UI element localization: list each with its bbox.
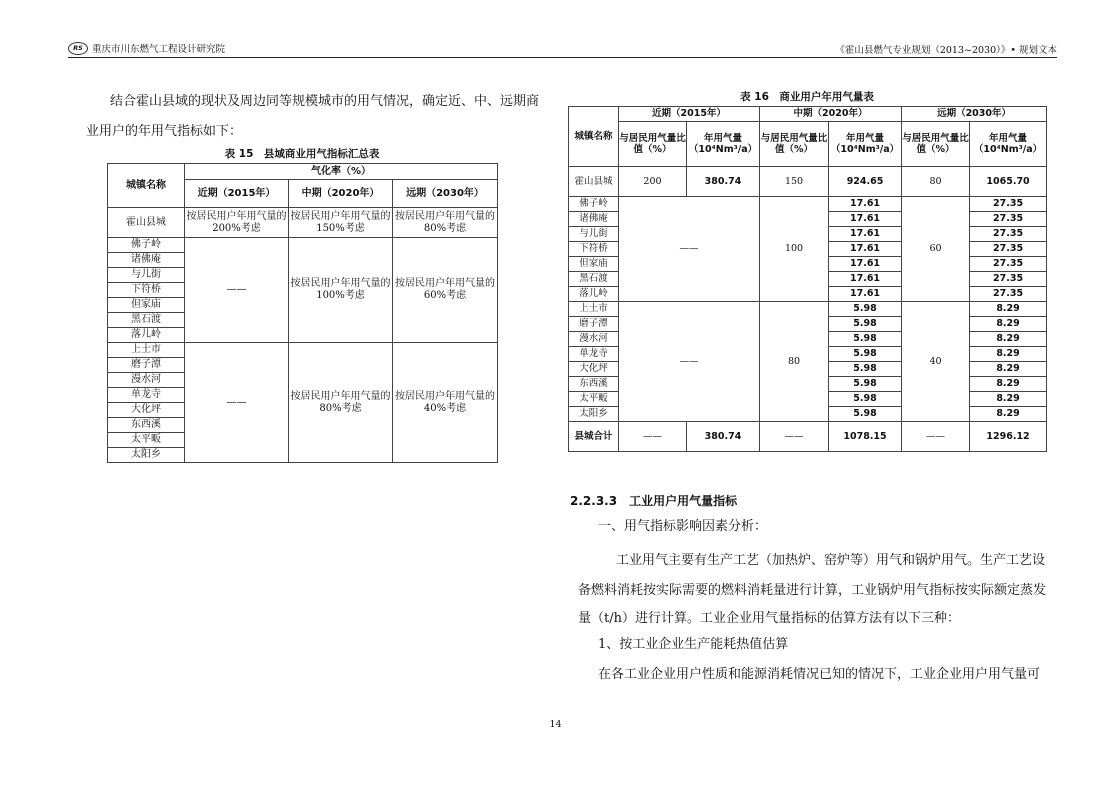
t15-town: 黑石渡	[108, 313, 185, 328]
t16-cell: 924.65	[829, 167, 902, 197]
t16-cell: 17.61	[829, 257, 902, 272]
t16-cell: 5.98	[829, 302, 902, 317]
t16-town: 东西溪	[569, 377, 619, 392]
t15-town: 东西溪	[108, 418, 185, 433]
t16-cell: 150	[760, 167, 829, 197]
t16-total-label: 县城合计	[569, 422, 619, 452]
doc-title: 《霍山县燃气专业规划（2013~2030）》• 规划文本	[835, 45, 1057, 56]
t16-cell: 5.98	[829, 392, 902, 407]
t16-cell: 8.29	[970, 362, 1047, 377]
t16-cell: 27.35	[970, 272, 1047, 287]
t16-town: 磨子潭	[569, 317, 619, 332]
section-p1-line1: 工业用气主要有生产工艺（加热炉、窑炉等）用气和锅炉用气。生产工艺设	[616, 553, 1046, 568]
t16-ratio-header: 与居民用气量比值（%）	[619, 122, 687, 167]
t15-cell: 按居民用户年用气量的80%考虑	[289, 343, 393, 463]
t15-period-near: 近期（2015年）	[185, 180, 289, 208]
t15-cell: 按居民用户年用气量的60%考虑	[393, 238, 498, 343]
t16-cell: 8.29	[970, 317, 1047, 332]
t16-cell: 5.98	[829, 362, 902, 377]
company-logo-icon: RS	[68, 42, 88, 55]
t16-town: 诸佛庵	[569, 212, 619, 227]
t16-cell: 27.35	[970, 257, 1047, 272]
t16-cell: 8.29	[970, 302, 1047, 317]
t16-town: 太平畈	[569, 392, 619, 407]
t16-cell: 17.61	[829, 212, 902, 227]
t16-town: 佛子岭	[569, 197, 619, 212]
t16-cell: 8.29	[970, 407, 1047, 422]
table15-caption: 表 15 县域商业用气指标汇总表	[224, 148, 380, 160]
t16-town: 上土市	[569, 302, 619, 317]
t16-town: 霍山县城	[569, 167, 619, 197]
t16-ratio-header: 与居民用气量比值（%）	[760, 122, 829, 167]
t16-cell: 80	[902, 167, 970, 197]
t16-cell: ——	[619, 197, 760, 302]
t16-cell: ——	[619, 422, 687, 452]
table15	[107, 163, 498, 463]
t16-town: 漫水河	[569, 332, 619, 347]
t15-period-mid: 中期（2020年）	[289, 180, 393, 208]
t16-cell: 8.29	[970, 347, 1047, 362]
t16-cell: 17.61	[829, 242, 902, 257]
t15-cell: 按居民用户年用气量的80%考虑	[393, 208, 498, 238]
t15-col-gas-rate: 气化率（%）	[185, 164, 498, 180]
t16-cell: 60	[902, 197, 970, 302]
t16-cell: 380.74	[687, 167, 760, 197]
t16-cell: 8.29	[970, 392, 1047, 407]
t15-town: 上土市	[108, 343, 185, 358]
t16-cell: 1065.70	[970, 167, 1047, 197]
t15-col-town: 城镇名称	[108, 164, 185, 208]
t15-cell: ——	[185, 238, 289, 343]
t16-town: 单龙寺	[569, 347, 619, 362]
t16-cell: 8.29	[970, 332, 1047, 347]
t15-town: 下符桥	[108, 283, 185, 298]
t16-cell: 17.61	[829, 227, 902, 242]
t15-cell: 按居民用户年用气量的40%考虑	[393, 343, 498, 463]
t16-period-near: 近期（2015年）	[619, 107, 760, 122]
t16-cell: 5.98	[829, 347, 902, 362]
t16-col-town: 城镇名称	[569, 107, 619, 167]
t16-cell: 1296.12	[970, 422, 1047, 452]
t16-cell: 17.61	[829, 272, 902, 287]
t16-cell: 100	[760, 197, 829, 302]
table16	[568, 106, 1047, 452]
t15-town: 单龙寺	[108, 388, 185, 403]
t16-cell: 5.98	[829, 377, 902, 392]
section-heading: 2.2.3.3 工业用户用气量指标	[570, 494, 738, 508]
section-p1-line2: 备燃料消耗按实际需要的燃料消耗量进行计算，工业锅炉用气指标按实际额定蒸发	[578, 583, 1047, 598]
t16-volume-header: 年用气量（10⁴Nm³/a）	[829, 122, 902, 167]
t16-town: 太阳乡	[569, 407, 619, 422]
t15-town: 但家庙	[108, 298, 185, 313]
t16-cell: 8.29	[970, 377, 1047, 392]
t15-period-far: 远期（2030年）	[393, 180, 498, 208]
t16-town: 落儿岭	[569, 287, 619, 302]
t16-volume-header: 年用气量（10⁴Nm³/a）	[970, 122, 1047, 167]
t16-cell: 27.35	[970, 197, 1047, 212]
page-number: 14	[549, 719, 562, 730]
section-item1: 1、按工业企业生产能耗热值估算	[598, 637, 789, 652]
t16-period-mid: 中期（2020年）	[760, 107, 902, 122]
t16-cell: 17.61	[829, 197, 902, 212]
t16-cell: ——	[619, 302, 760, 422]
t15-town: 大化坪	[108, 403, 185, 418]
org-name: 重庆市川东燃气工程设计研究院	[92, 44, 226, 55]
t15-town: 落儿岭	[108, 328, 185, 343]
t15-town: 漫水河	[108, 373, 185, 388]
t16-cell: 380.74	[687, 422, 760, 452]
t16-ratio-header: 与居民用气量比值（%）	[902, 122, 970, 167]
t15-cell: ——	[185, 343, 289, 463]
t16-cell: 5.98	[829, 332, 902, 347]
t16-cell: 1078.15	[829, 422, 902, 452]
t15-town: 太平畈	[108, 433, 185, 448]
intro-line-1: 结合霍山县域的现状及周边同等规模城市的用气情况，确定近、中、远期商	[110, 94, 540, 109]
t16-town: 与儿街	[569, 227, 619, 242]
t15-town: 磨子潭	[108, 358, 185, 373]
t15-town: 与儿街	[108, 268, 185, 283]
t16-cell: 17.61	[829, 287, 902, 302]
t16-period-far: 远期（2030年）	[902, 107, 1047, 122]
section-sub1: 一、用气指标影响因素分析：	[598, 519, 768, 534]
t16-cell: 5.98	[829, 407, 902, 422]
t15-cell: 按居民用户年用气量的100%考虑	[289, 238, 393, 343]
header-rule	[68, 57, 1057, 58]
t16-cell: ——	[902, 422, 970, 452]
t16-cell: 40	[902, 302, 970, 422]
t16-town: 下符桥	[569, 242, 619, 257]
t16-town: 大化坪	[569, 362, 619, 377]
t16-cell: 80	[760, 302, 829, 422]
header-org	[68, 41, 225, 55]
t16-town: 黑石渡	[569, 272, 619, 287]
t16-town: 但家庙	[569, 257, 619, 272]
t16-cell: 27.35	[970, 287, 1047, 302]
t16-cell: 200	[619, 167, 687, 197]
t16-cell: 27.35	[970, 212, 1047, 227]
t15-town: 太阳乡	[108, 448, 185, 463]
t15-town: 霍山县城	[108, 208, 185, 238]
t16-cell: 27.35	[970, 227, 1047, 242]
t15-cell: 按居民用户年用气量的 200%考虑	[185, 208, 289, 238]
section-p1-line3: 量（t/h）进行计算。工业企业用气量指标的估算方法有以下三种：	[578, 611, 960, 626]
table16-caption: 表 16 商业用户年用气量表	[740, 91, 874, 103]
t16-cell: ——	[760, 422, 829, 452]
t16-volume-header: 年用气量（10⁴Nm³/a）	[687, 122, 760, 167]
t15-town: 诸佛庵	[108, 253, 185, 268]
section-p2-line1: 在各工业企业用户性质和能源消耗情况已知的情况下，工业企业用户用气量可	[598, 667, 1041, 682]
t15-town: 佛子岭	[108, 238, 185, 253]
t16-cell: 5.98	[829, 317, 902, 332]
t15-cell: 按居民用户年用气量的150%考虑	[289, 208, 393, 238]
t16-cell: 27.35	[970, 242, 1047, 257]
intro-line-2: 业用户的年用气指标如下：	[86, 124, 243, 139]
